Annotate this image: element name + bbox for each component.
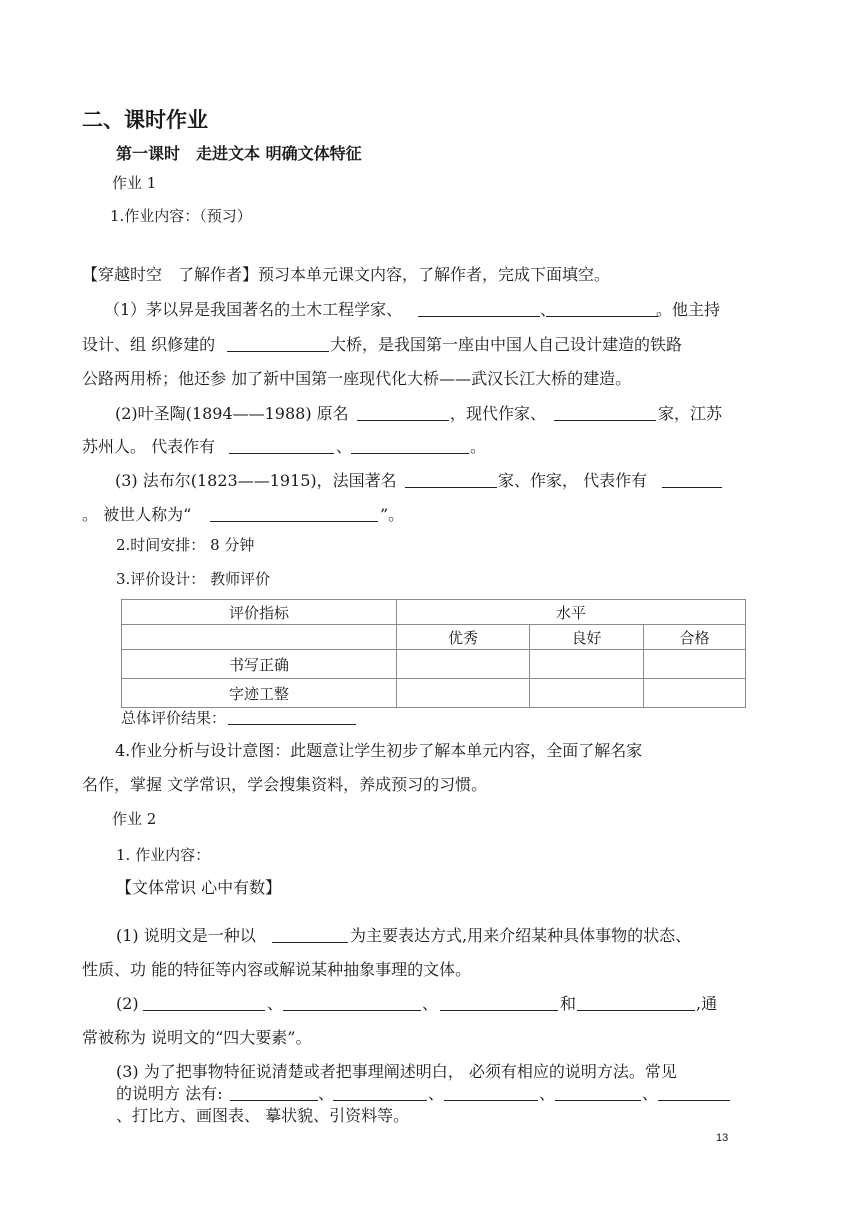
hw2-q2-blank-1[interactable]: [143, 1010, 265, 1011]
table-row-label: 字迹工整: [122, 679, 397, 708]
overall-result-label: 总体评价结果：: [121, 709, 227, 727]
hw2-q1-text-b: 为主要表达方式,用来介绍某种具体事物的状态、: [350, 926, 692, 945]
hw1-q2-text-b: ，现代作家、: [450, 404, 547, 423]
hw2-q3-sep-4: 、: [642, 1084, 659, 1103]
table-header-indicator: 评价指标: [122, 600, 397, 625]
hw2-intro: 【文体常识 心中有数】: [116, 878, 282, 897]
hw1-item1: 1.作业内容：（预习）: [110, 207, 252, 225]
hw2-item1: 1. 作业内容：: [116, 846, 211, 864]
hw2-q1-text-c: 性质、功 能的特征等内容或解说某种抽象事理的文体。: [82, 960, 472, 979]
table-cell[interactable]: [530, 679, 644, 708]
hw1-q1-blank-3[interactable]: [227, 351, 329, 352]
table-cell[interactable]: [397, 679, 530, 708]
hw1-q3-blank-2[interactable]: [662, 487, 722, 488]
hw1-q3-text-d: ”。: [380, 505, 405, 524]
lesson-title: 第一课时 走进文本 明确文体特征: [116, 144, 362, 163]
hw2-q3-blank-2[interactable]: [333, 1100, 427, 1101]
table-cell[interactable]: [644, 679, 746, 708]
table-level-good: 良好: [530, 625, 644, 650]
table-row-label: 书写正确: [122, 650, 397, 679]
hw2-q3-text-a: (3) 为了把事物特征说清楚或者把事理阐述明白， 必须有相应的说明方法。常见: [116, 1062, 677, 1081]
hw1-q2-blank-2[interactable]: [554, 420, 656, 421]
hw1-item2: 2.时间安排： 8 分钟: [116, 536, 255, 554]
hw2-q2-blank-2[interactable]: [283, 1010, 421, 1011]
page-number: 13: [716, 1132, 729, 1144]
table-level-excellent: 优秀: [397, 625, 530, 650]
hw1-q2-blank-4[interactable]: [351, 453, 469, 454]
table-header-level: 水平: [397, 600, 746, 625]
hw2-q3-text-b: 的说明方 法有:: [116, 1084, 223, 1103]
hw2-q2-sep-1: 、: [267, 994, 284, 1013]
hw1-q1-text-c: 。他主持: [656, 300, 721, 319]
hw1-q3-text-b: 家、作家， 代表作有: [498, 471, 648, 490]
hw2-q3-sep-3: 、: [539, 1084, 556, 1103]
hw2-q2-end: ,通: [696, 994, 718, 1013]
hw1-q3-text-a: (3) 法布尔(1823——1915)，法国著名: [115, 471, 397, 490]
hw1-q2-blank-3[interactable]: [229, 453, 334, 454]
hw2-q3-text-c: 、打比方、画图表、 摹状貌、引资料等。: [116, 1106, 410, 1125]
table-cell[interactable]: [644, 650, 746, 679]
table-cell[interactable]: [530, 650, 644, 679]
table-row: [122, 650, 746, 679]
hw2-q2-blank-4[interactable]: [577, 1010, 695, 1011]
hw1-q1-blank-1[interactable]: [418, 316, 540, 317]
hw1-label: 作业 1: [112, 174, 157, 192]
section-title: 二、课时作业: [82, 108, 208, 132]
hw2-q1-text-a: (1) 说明文是一种以: [116, 926, 256, 945]
evaluation-table: [121, 599, 746, 708]
hw1-q1-text-e: 大桥，是我国第一座由中国人自己设计建造的铁路: [330, 335, 683, 354]
hw1-q2-text-e: 、: [336, 437, 353, 456]
hw1-q3-blank-1[interactable]: [405, 487, 497, 488]
table-row: [122, 679, 746, 708]
hw1-q2-blank-1[interactable]: [357, 420, 449, 421]
hw1-q1-text-d: 设计、组 织修建的: [82, 335, 216, 354]
table-level-pass: 合格: [644, 625, 746, 650]
hw1-q1-text-f: 公路两用桥；他还参 加了新中国第一座现代化大桥——武汉长江大桥的建造。: [82, 369, 632, 388]
hw2-q3-blank-4[interactable]: [555, 1100, 641, 1101]
hw1-q1-text-a: （1）茅以昇是我国著名的土木工程学家、: [104, 300, 403, 319]
table-cell-empty: [122, 625, 397, 650]
hw1-intro: 【穿越时空 了解作者】预习本单元课文内容，了解作者，完成下面填空。: [82, 265, 611, 284]
hw2-q3-sep-1: 、: [318, 1084, 335, 1103]
hw2-q3-blank-5[interactable]: [658, 1100, 730, 1101]
hw2-q1-blank-1[interactable]: [272, 942, 348, 943]
hw2-q3-blank-3[interactable]: [444, 1100, 538, 1101]
hw1-q3-text-c: 。 被世人称为“: [82, 505, 192, 524]
hw1-q2-text-d: 苏州人。 代表作有: [82, 437, 216, 456]
table-cell[interactable]: [397, 650, 530, 679]
hw2-q3-sep-2: 、: [428, 1084, 445, 1103]
hw1-item3: 3.评价设计： 教师评价: [116, 570, 271, 588]
hw1-q2-text-f: 。: [470, 437, 487, 456]
hw2-q3-blank-1[interactable]: [230, 1100, 318, 1101]
hw1-item4-line2: 名作，掌握 文学常识，学会搜集资料，养成预习的习惯。: [82, 775, 488, 794]
hw1-q1-text-b: 、: [540, 300, 557, 319]
hw1-q2-text-c: 家，江苏: [658, 404, 723, 423]
hw2-label: 作业 2: [112, 810, 157, 828]
hw1-q3-blank-3[interactable]: [210, 521, 378, 522]
hw1-q1-blank-2[interactable]: [546, 316, 658, 317]
hw2-q2-text-b: 常被称为 说明文的“四大要素”。: [82, 1028, 312, 1047]
hw2-q2-sep-2: 、: [422, 994, 439, 1013]
hw1-q2-text-a: (2)叶圣陶(1894——1988) 原名: [115, 404, 349, 423]
overall-result-blank[interactable]: [228, 724, 356, 725]
hw2-q2-text-a: (2): [116, 994, 139, 1013]
hw2-q2-blank-3[interactable]: [440, 1010, 558, 1011]
hw1-item4-line1: 4.作业分析与设计意图：此题意让学生初步了解本单元内容，全面了解名家: [115, 741, 643, 760]
hw2-q2-and: 和: [560, 994, 577, 1013]
